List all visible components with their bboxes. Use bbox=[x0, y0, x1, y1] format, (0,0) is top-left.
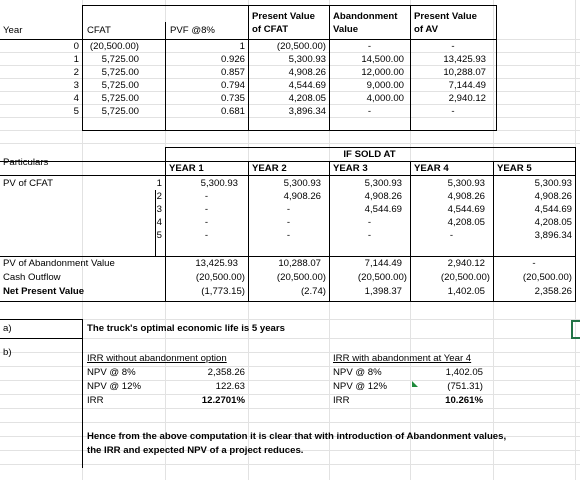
npv12-value: 122.63 bbox=[215, 381, 245, 392]
value-cell: - bbox=[204, 230, 209, 241]
conclusion-line-1: Hence from the above computation it is clear that with introduction of Abandonment values, bbox=[87, 431, 507, 442]
row-number: 3 bbox=[156, 204, 162, 215]
value-cell: 2,358.26 bbox=[534, 286, 572, 297]
value-cell: 1,402.05 bbox=[447, 286, 485, 297]
year-cell: 1 bbox=[73, 54, 79, 65]
conclusion-line-2: the IRR and expected NPV of a project reduces. bbox=[87, 445, 304, 456]
year-cell: 4 bbox=[73, 93, 79, 104]
pv-cell: 4,208.05 bbox=[288, 93, 326, 104]
npv8-label: NPV @ 8% bbox=[87, 367, 136, 378]
header-year: Year bbox=[3, 25, 23, 36]
av-cell: - bbox=[367, 41, 372, 52]
header-pv-cfat: Present Value bbox=[252, 11, 315, 22]
row-number: 4 bbox=[156, 217, 162, 228]
cfat-cell: 5,725.00 bbox=[101, 80, 139, 91]
value-cell: 4,544.69 bbox=[534, 204, 572, 215]
pv-abandonment-label: PV of Abandonment Value bbox=[3, 258, 115, 269]
pvf-cell: 0.857 bbox=[220, 67, 245, 78]
value-cell: 1,398.37 bbox=[364, 286, 402, 297]
header-pv-av-2: of AV bbox=[414, 24, 438, 35]
value-cell: 4,208.05 bbox=[447, 217, 485, 228]
cfat-cell: (20,500.00) bbox=[89, 41, 139, 52]
pvav-cell: - bbox=[451, 106, 455, 117]
pv-cell: 3,896.34 bbox=[288, 106, 326, 117]
value-cell: 4,544.69 bbox=[447, 204, 485, 215]
value-cell: 7,144.49 bbox=[364, 258, 402, 269]
av-cell: 12,000.00 bbox=[361, 67, 404, 78]
npv12-label: NPV @ 12% bbox=[333, 381, 387, 392]
year-cell: 0 bbox=[73, 41, 79, 52]
pvf-cell: 0.926 bbox=[220, 54, 245, 65]
npv12-label: NPV @ 12% bbox=[87, 381, 141, 392]
av-cell: 14,500.00 bbox=[361, 54, 404, 65]
value-cell: 5,300.93 bbox=[283, 178, 321, 189]
value-cell: 4,908.26 bbox=[534, 191, 572, 202]
value-cell: 10,288.07 bbox=[278, 258, 321, 269]
value-cell: (20,500.00) bbox=[276, 272, 326, 283]
cfat-cell: 5,725.00 bbox=[101, 93, 139, 104]
value-cell: 5,300.93 bbox=[364, 178, 402, 189]
irr-label: IRR bbox=[333, 395, 350, 406]
selected-cell[interactable] bbox=[571, 320, 580, 339]
year-4-header: YEAR 4 bbox=[414, 163, 449, 174]
value-cell: (1,773.15) bbox=[201, 286, 245, 297]
irr-without-title: IRR without abandonment option bbox=[87, 353, 227, 364]
value-cell: 5,300.93 bbox=[200, 178, 238, 189]
value-cell: - bbox=[367, 230, 372, 241]
npv8-value: 1,402.05 bbox=[445, 367, 483, 378]
value-cell: (20,500.00) bbox=[522, 272, 572, 283]
av-cell: 9,000.00 bbox=[366, 80, 404, 91]
pvf-cell: 1 bbox=[239, 41, 245, 52]
cash-outflow-label: Cash Outflow bbox=[3, 272, 61, 283]
av-cell: 4,000.00 bbox=[366, 93, 404, 104]
pvav-cell: 13,425.93 bbox=[443, 54, 486, 65]
value-cell: 3,896.34 bbox=[534, 230, 572, 241]
header-abandonment: Abandonment bbox=[333, 11, 398, 22]
npv-label: Net Present Value bbox=[3, 286, 85, 297]
header-abandonment-2: Value bbox=[333, 24, 359, 35]
value-cell: (2.74) bbox=[300, 286, 326, 297]
part-a-answer: The truck's optimal economic life is 5 years bbox=[87, 323, 285, 334]
value-cell: 4,208.05 bbox=[534, 217, 572, 228]
value-cell: - bbox=[367, 217, 372, 228]
av-cell: - bbox=[367, 106, 372, 117]
value-cell: - bbox=[449, 230, 454, 241]
pvav-cell: 10,288.07 bbox=[443, 67, 486, 78]
value-cell: (20,500.00) bbox=[357, 272, 407, 283]
year-cell: 3 bbox=[73, 80, 79, 91]
irr-value: 10.261% bbox=[445, 395, 483, 406]
value-cell: - bbox=[204, 217, 209, 228]
year-5-header: YEAR 5 bbox=[497, 163, 532, 174]
value-cell: 5,300.93 bbox=[534, 178, 572, 189]
part-b-label: b) bbox=[3, 347, 12, 358]
year-cell: 5 bbox=[73, 106, 79, 117]
value-cell: (20,500.00) bbox=[195, 272, 245, 283]
irr-value: 12.2701% bbox=[201, 395, 245, 406]
value-cell: - bbox=[532, 258, 536, 269]
value-cell: 13,425.93 bbox=[195, 258, 238, 269]
value-cell: - bbox=[204, 204, 209, 215]
pv-cell: 4,544.69 bbox=[288, 80, 326, 91]
particulars-header: Particulars bbox=[3, 157, 49, 168]
npv8-label: NPV @ 8% bbox=[333, 367, 382, 378]
row-number: 5 bbox=[156, 230, 162, 241]
pv-cell: 5,300.93 bbox=[288, 54, 326, 65]
part-a-label: a) bbox=[3, 323, 12, 334]
value-cell: 5,300.93 bbox=[447, 178, 485, 189]
value-cell: 4,544.69 bbox=[364, 204, 402, 215]
value-cell: 4,908.26 bbox=[283, 191, 321, 202]
pvav-cell: - bbox=[451, 41, 455, 52]
year-2-header: YEAR 2 bbox=[252, 163, 287, 174]
pvf-cell: 0.681 bbox=[220, 106, 245, 117]
cfat-cell: 5,725.00 bbox=[101, 54, 139, 65]
year-cell: 2 bbox=[73, 67, 79, 78]
pv-cell: (20,500.00) bbox=[276, 41, 326, 52]
npv8-value: 2,358.26 bbox=[207, 367, 245, 378]
if-sold-at-header: IF SOLD AT bbox=[343, 149, 396, 160]
pvav-cell: 7,144.49 bbox=[448, 80, 486, 91]
pv-cell: 4,908.26 bbox=[288, 67, 326, 78]
value-cell: - bbox=[286, 230, 291, 241]
value-cell: 2,940.12 bbox=[447, 258, 485, 269]
row-number: 1 bbox=[156, 178, 162, 189]
header-pvf: PVF @8% bbox=[170, 25, 215, 36]
npv12-value: (751.31) bbox=[447, 381, 483, 392]
pvf-cell: 0.735 bbox=[220, 93, 245, 104]
value-cell: - bbox=[204, 191, 209, 202]
value-cell: (20,500.00) bbox=[440, 272, 490, 283]
value-cell: - bbox=[286, 204, 291, 215]
header-cfat: CFAT bbox=[87, 25, 111, 36]
value-cell: - bbox=[286, 217, 291, 228]
irr-with-title: IRR with abandonment at Year 4 bbox=[333, 353, 472, 364]
row-number: 2 bbox=[156, 191, 162, 202]
irr-label: IRR bbox=[87, 395, 104, 406]
year-3-header: YEAR 3 bbox=[333, 163, 368, 174]
year-1-header: YEAR 1 bbox=[169, 163, 204, 174]
header-pv-cfat-2: of CFAT bbox=[252, 24, 289, 35]
pvf-cell: 0.794 bbox=[220, 80, 245, 91]
pv-cfat-label: PV of CFAT bbox=[3, 178, 53, 189]
pvav-cell: 2,940.12 bbox=[448, 93, 486, 104]
header-pv-av: Present Value bbox=[414, 11, 477, 22]
cfat-cell: 5,725.00 bbox=[101, 106, 139, 117]
value-cell: 4,908.26 bbox=[364, 191, 402, 202]
cfat-cell: 5,725.00 bbox=[101, 67, 139, 78]
value-cell: 4,908.26 bbox=[447, 191, 485, 202]
